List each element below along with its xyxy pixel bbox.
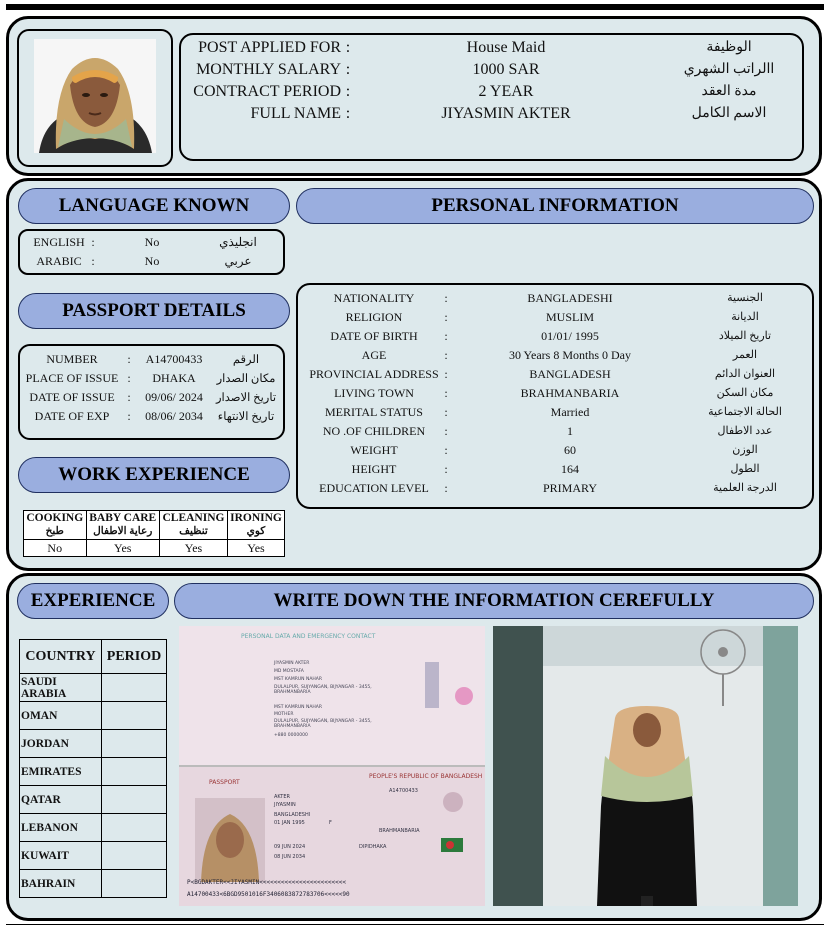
svg-text:JIYASMIN AKTER: JIYASMIN AKTER [274,661,310,666]
personal-arabic: العمر [732,349,758,361]
header-arabic: االراتب الشهري [683,62,775,77]
svg-text:DULALPUR, SUJYANGAN, BIJYANGAR: DULALPUR, SUJYANGAN, BIJYANGAR - 3455, [274,719,372,724]
personal-colon: : [444,481,448,495]
personal-label: EDUCATION LEVEL [319,481,429,495]
language-value: No [144,235,160,249]
personal-box [296,283,814,509]
work-title: WORK EXPERIENCE [18,457,290,493]
period-cell [102,786,167,814]
passport-arabic: تاريخ الانتهاء [217,411,275,423]
personal-colon: : [444,329,448,343]
header-value: House Maid [466,39,546,56]
table-row [20,786,167,814]
work-header-ar: تنظيف [179,526,208,537]
period-cell [102,674,167,702]
table-row [20,842,167,870]
svg-text:DIPIDHAKA: DIPIDHAKA [359,844,387,850]
personal-arabic: العنوان الدائم [714,368,776,380]
period-cell [102,730,167,758]
scan-mrz-2: A14700433<6BGD9501016F3406083872783706<<<<<90 [187,891,350,898]
header-colon: : [345,39,351,56]
svg-text:09 JUN 2024: 09 JUN 2024 [274,844,306,850]
personal-label: LIVING TOWN [334,386,414,400]
passport-arabic: تاريخ الاصدار [215,392,277,404]
personal-value: PRIMARY [542,481,598,495]
language-box [18,229,285,275]
work-header-1 [86,511,159,540]
work-header-en: BABY CARE [89,512,157,524]
passport-colon: : [127,409,131,423]
country-header: COUNTRY [20,640,102,674]
personal-arabic: الدرجة العلمية [713,482,777,494]
svg-text:DULALPUR, SUJYANGAN, BIJYANGAR: DULALPUR, SUJYANGAN, BIJYANGAR - 3455, [274,685,372,690]
country-cell: QATAR [20,786,102,814]
country-cell: BAHRAIN [20,870,102,898]
passport-value: A14700433 [145,352,203,366]
header-colon: : [345,61,351,78]
language-value: No [144,254,160,268]
language-title: LANGUAGE KNOWN [18,188,290,224]
svg-text:BRAHMANBARIA: BRAHMANBARIA [274,724,311,729]
personal-value: 30 Years 8 Months 0 Day [508,348,631,362]
personal-arabic: عدد الاطفال [717,425,773,437]
svg-text:A14700433: A14700433 [389,788,418,794]
svg-text:F: F [329,820,332,826]
experience-panel [6,573,822,921]
period-cell [102,814,167,842]
personal-arabic: تاريخ الميلاد [718,330,772,342]
scan-passport-label: PASSPORT [209,779,240,786]
bottom-rule [6,924,824,929]
work-header-ar: كوي [246,526,266,537]
passport-value: 09/06/ 2024 [145,390,203,404]
personal-value: 60 [564,443,576,457]
passport-arabic: الرقم [232,354,260,366]
personal-value: BRAHMANBARIA [520,386,620,400]
work-value: Yes [159,540,227,557]
personal-colon: : [444,367,448,381]
header-label: CONTRACT PERIOD [193,83,341,100]
passport-colon: : [127,352,131,366]
passport-scan-image [179,626,485,906]
country-cell: KUWAIT [20,842,102,870]
svg-text:08 JUN 2034: 08 JUN 2034 [274,854,306,860]
country-cell: EMIRATES [20,758,102,786]
info-panel [6,178,822,571]
header-label: MONTHLY SALARY [196,61,341,78]
header-value: JIYASMIN AKTER [441,105,571,122]
personal-value: BANGLADESH [529,367,611,381]
personal-arabic: الوزن [732,444,758,456]
personal-arabic: مكان السكن [716,387,774,399]
svg-text:01 JAN 1995: 01 JAN 1995 [274,820,305,826]
svg-text:+880 0000000: +880 0000000 [274,733,308,738]
work-header-0 [24,511,87,540]
passport-title: PASSPORT DETAILS [18,293,290,329]
work-header-2 [159,511,227,540]
svg-text:MST KAMRUN NAHAR: MST KAMRUN NAHAR [274,677,323,682]
header-label: FULL NAME [250,105,341,122]
header-value: 1000 SAR [472,61,540,78]
language-colon: : [91,254,95,268]
header-colon: : [345,105,351,122]
country-cell: JORDAN [20,730,102,758]
svg-text:MST KAMRUN NAHAR: MST KAMRUN NAHAR [274,705,323,710]
personal-arabic: الحالة الاجتماعية [708,406,782,418]
personal-value: BANGLADESHI [527,291,613,305]
svg-text:JIYASMIN: JIYASMIN [274,802,296,808]
personal-colon: : [444,386,448,400]
header-value: 2 YEAR [478,83,534,100]
personal-label: RELIGION [345,310,403,324]
header-colon: : [345,83,351,100]
personal-value: MUSLIM [545,310,594,324]
svg-text:BRAHMANBARIA: BRAHMANBARIA [379,828,420,834]
table-row [20,758,167,786]
svg-text:AKTER: AKTER [274,794,290,800]
top-rule [6,4,824,10]
personal-colon: : [444,291,448,305]
period-cell [102,702,167,730]
header-arabic: الاسم الكامل [691,106,767,121]
language-arabic: عربي [224,254,252,268]
post-info-box [179,33,804,161]
country-cell: OMAN [20,702,102,730]
work-value: No [24,540,87,557]
work-header-en: IRONING [230,512,282,524]
personal-arabic: الجنسية [727,292,763,304]
personal-value: 01/01/ 1995 [541,329,599,343]
period-header: PERIOD [102,640,167,674]
personal-colon: : [444,348,448,362]
header-arabic: الوظيفة [706,40,752,55]
passport-label: DATE OF EXP [34,409,110,423]
period-cell [102,758,167,786]
language-colon: : [91,235,95,249]
header-panel [6,16,822,176]
experience-title: EXPERIENCE [17,583,169,619]
passport-value: DHAKA [152,371,196,385]
header-label: POST APPLIED FOR [198,39,341,56]
scan-country-line: PEOPLE'S REPUBLIC OF BANGLADESH [369,773,483,780]
full-body-photo [493,626,798,906]
personal-colon: : [444,310,448,324]
personal-label: MERITAL STATUS [325,405,423,419]
personal-colon: : [444,405,448,419]
passport-label: NUMBER [46,352,98,366]
work-table [23,510,285,557]
personal-label: NO .OF CHILDREN [322,424,426,438]
personal-label: PROVINCIAL ADDRESS [309,367,439,381]
personal-colon: : [444,443,448,457]
table-row [20,870,167,898]
work-value: Yes [227,540,284,557]
personal-value: 1 [567,424,573,438]
work-header-ar: طبخ [45,526,64,537]
svg-text:MOTHER: MOTHER [274,712,294,717]
period-cell [102,842,167,870]
passport-colon: : [127,371,131,385]
personal-value: Married [550,405,590,419]
work-value: Yes [86,540,159,557]
personal-value: 164 [561,462,579,476]
scan-heading: PERSONAL DATA AND EMERGENCY CONTACT [241,633,376,640]
write-title: WRITE DOWN THE INFORMATION CEREFULLY [174,583,814,619]
language-label: ARABIC [36,254,82,268]
country-cell: LEBANON [20,814,102,842]
work-header-3 [227,511,284,540]
personal-label: AGE [361,348,387,362]
applicant-photo [34,39,156,153]
table-row [20,674,167,702]
experience-table [19,639,167,898]
passport-value: 08/06/ 2034 [145,409,203,423]
language-arabic: انجليذي [219,235,257,249]
svg-text:MD MOSTAFA: MD MOSTAFA [274,669,304,674]
svg-text:BANGLADESHI: BANGLADESHI [274,812,311,818]
svg-text:BRAHMANBARIA: BRAHMANBARIA [274,690,311,695]
personal-arabic: الديانة [731,311,759,323]
passport-arabic: مكان الصدار [216,373,276,385]
language-label: ENGLISH [33,235,85,249]
header-arabic: مدة العقد [701,84,757,99]
passport-label: PLACE OF ISSUE [25,371,119,385]
work-header-ar: رعاية الاطفال [93,526,153,537]
personal-title: PERSONAL INFORMATION [296,188,814,224]
personal-colon: : [444,424,448,438]
work-header-en: CLEANING [162,512,225,524]
table-row [20,702,167,730]
passport-label: DATE OF ISSUE [29,390,115,404]
passport-box [18,344,285,440]
personal-label: DATE OF BIRTH [330,329,418,343]
personal-label: NATIONALITY [333,291,415,305]
scan-mrz-1: P<BGDAKTER<<JIYASMIN<<<<<<<<<<<<<<<<<<<<<<<< [187,879,346,886]
table-row [20,730,167,758]
personal-arabic: الطول [730,463,760,475]
work-header-en: COOKING [26,512,84,524]
personal-colon: : [444,462,448,476]
personal-label: WEIGHT [350,443,398,457]
table-row [20,814,167,842]
period-cell [102,870,167,898]
personal-label: HEIGHT [351,462,397,476]
country-cell: SAUDI ARABIA [20,674,102,702]
passport-colon: : [127,390,131,404]
